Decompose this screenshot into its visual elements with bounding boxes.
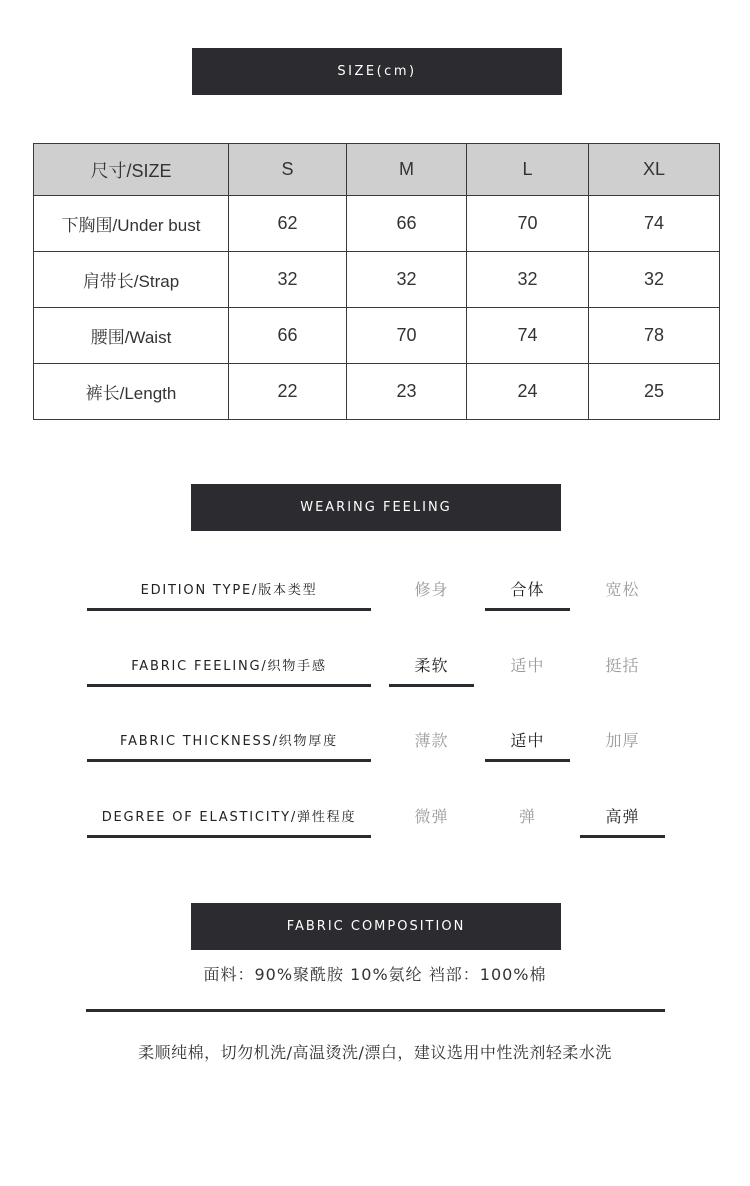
table-header-size-label: 尺寸/SIZE	[34, 144, 229, 196]
feeling-option: 加厚	[605, 730, 640, 750]
table-cell: 74	[467, 308, 589, 364]
table-cell: 66	[347, 196, 467, 252]
size-banner	[192, 48, 562, 95]
row-label-waist: 腰围/Waist	[34, 308, 229, 364]
size-banner-title: SIZE(cm)	[337, 64, 417, 79]
feeling-row-fabric-feeling	[0, 644, 750, 694]
divider	[86, 1009, 665, 1012]
table-cell: 32	[347, 252, 467, 308]
table-row	[34, 308, 720, 364]
feeling-option: 适中	[485, 719, 570, 762]
fabric-composition-banner	[191, 903, 561, 950]
table-header-l: L	[467, 144, 589, 196]
table-header-xl: XL	[589, 144, 720, 196]
table-header-s: S	[229, 144, 347, 196]
feeling-label: FABRIC FEELING/织物手感	[87, 644, 371, 687]
table-row	[34, 252, 720, 308]
table-cell: 22	[229, 364, 347, 420]
feeling-label: DEGREE OF ELASTICITY/弹性程度	[87, 795, 371, 838]
table-cell: 74	[589, 196, 720, 252]
table-cell: 32	[589, 252, 720, 308]
feeling-option: 修身	[414, 579, 449, 599]
feeling-option: 高弹	[580, 795, 665, 838]
table-cell: 78	[589, 308, 720, 364]
table-row	[34, 364, 720, 420]
feeling-option: 微弹	[414, 806, 449, 826]
feeling-row-fabric-thickness	[0, 719, 750, 769]
size-table	[33, 143, 720, 420]
row-label-under-bust: 下胸围/Under bust	[34, 196, 229, 252]
feeling-option: 合体	[485, 568, 570, 611]
size-table-header-row	[34, 144, 720, 196]
table-cell: 70	[467, 196, 589, 252]
care-instructions-text: 柔顺纯棉，切勿机洗/高温烫洗/漂白，建议选用中性洗剂轻柔水洗	[138, 1043, 612, 1062]
table-cell: 32	[229, 252, 347, 308]
feeling-option: 薄款	[414, 730, 449, 750]
table-cell: 62	[229, 196, 347, 252]
feeling-label: FABRIC THICKNESS/织物厚度	[87, 719, 371, 762]
feeling-row-elasticity	[0, 795, 750, 845]
feeling-option: 宽松	[605, 579, 640, 599]
table-cell: 70	[347, 308, 467, 364]
table-cell: 32	[467, 252, 589, 308]
table-cell: 25	[589, 364, 720, 420]
table-cell: 66	[229, 308, 347, 364]
feeling-option: 挺括	[605, 655, 640, 675]
table-cell: 23	[347, 364, 467, 420]
fabric-composition-banner-title: FABRIC COMPOSITION	[286, 919, 466, 934]
feeling-label: EDITION TYPE/版本类型	[87, 568, 371, 611]
table-row	[34, 196, 720, 252]
wearing-feeling-banner	[191, 484, 561, 531]
wearing-feeling-banner-title: WEARING FEELING	[300, 500, 452, 515]
row-label-strap: 肩带长/Strap	[34, 252, 229, 308]
table-header-m: M	[347, 144, 467, 196]
feeling-option: 弹	[518, 806, 536, 826]
composition-text: 面料：90%聚酰胺 10%氨纶 裆部：100%棉	[203, 965, 547, 984]
table-cell: 24	[467, 364, 589, 420]
feeling-row-edition-type	[0, 568, 750, 618]
row-label-length: 裤长/Length	[34, 364, 229, 420]
feeling-option: 适中	[510, 655, 545, 675]
feeling-option: 柔软	[389, 644, 474, 687]
